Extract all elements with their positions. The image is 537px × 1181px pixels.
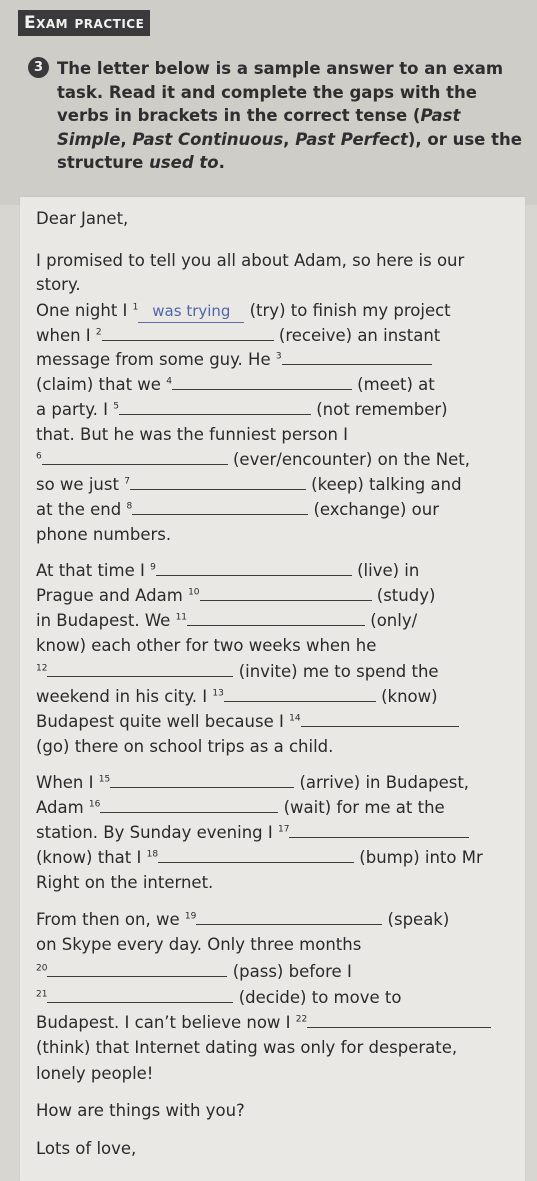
gap-1-answer: was trying [152, 302, 231, 320]
letter-line: so we just $^7$ (keep) talking and [36, 475, 462, 494]
letter-line: that. But he was the funniest person I [36, 425, 349, 444]
gap-number: 9 [150, 562, 156, 573]
letter-line: (know) that I $^{18}$ (bump) into Mr [36, 848, 483, 867]
task-instructions: The letter below is a sample answer to an exam task. Read it and complete the gaps with the verbs in brackets in the correct tense (Past Simple, Past Continuous, Past Perfect), or use the structure used to. [57, 59, 522, 172]
letter-line: on Skype every day. Only three months [36, 935, 362, 954]
letter-line: phone numbers. [36, 525, 172, 544]
gap-number: 10 [188, 587, 200, 598]
letter-line: How are things with you? [36, 1101, 245, 1120]
letter-line: From then on, we $^{19}$ (speak) [36, 910, 450, 929]
gap-6[interactable] [42, 450, 228, 465]
letter-line: One night I $^1$ was trying (try) to finish my project [36, 300, 451, 323]
gap-3[interactable] [282, 350, 432, 365]
letter-line: (claim) that we $^4$ (meet) at [36, 375, 435, 394]
gap-13[interactable] [224, 687, 376, 702]
gap-number: 20 [36, 963, 48, 974]
tense-past-perfect: Past Perfect [295, 129, 408, 149]
gap-11[interactable] [187, 611, 365, 626]
gap-number: 3 [275, 351, 282, 362]
letter-line: Budapest. I can’t believe now I $^{22}$ [36, 1012, 491, 1034]
gap-number: 8 [126, 501, 133, 512]
letter-line: Right on the internet. [36, 873, 214, 892]
gap-number: 4 [166, 376, 172, 387]
gap-number: 5 [113, 401, 119, 412]
letter-line: Adam $^{16}$ (wait) for me at the [36, 798, 445, 817]
letter-line: in Budapest. We $^{11}$ (only/ [36, 611, 418, 630]
gap-number: 14 [289, 713, 301, 724]
gap-number: 2 [95, 327, 102, 338]
gap-17[interactable] [289, 823, 469, 838]
letter-line: station. By Sunday evening I $^{17}$ [36, 822, 469, 844]
gap-21[interactable] [47, 988, 233, 1003]
gap-16[interactable] [100, 798, 278, 813]
gap-4[interactable] [172, 375, 352, 390]
gap-number: 22 [295, 1014, 308, 1025]
letter-line: (think) that Internet dating was only for desperate, [36, 1038, 458, 1057]
letter-line: when I $^2$ (receive) an instant [36, 326, 441, 345]
gap-15[interactable] [110, 773, 294, 788]
letter-line: lonely people! [36, 1064, 154, 1083]
letter-line: (go) there on school trips as a child. [36, 737, 334, 756]
letter-greeting: Dear Janet, [36, 209, 129, 228]
gap-number: 12 [36, 663, 48, 674]
letter-line: I promised to tell you all about Adam, so here is our [36, 251, 465, 270]
gap-number: 16 [88, 799, 101, 810]
gap-number: 17 [277, 824, 290, 835]
letter-line: $^{20}$ (pass) before I [36, 962, 352, 981]
letter-line: $^{21}$ (decide) to move to [36, 988, 402, 1007]
gap-number: 19 [184, 911, 197, 922]
tense-past-simple: Past Simple [57, 106, 461, 149]
letter-line: At that time I $^9$ (live) in [36, 561, 420, 580]
gap-number: 18 [146, 849, 159, 860]
gap-number: 11 [175, 612, 188, 623]
letter-line: Prague and Adam $^{10}$ (study) [36, 586, 436, 605]
letter-line: a party. I $^5$ (not remember) [36, 400, 448, 419]
gap-number: 21 [36, 989, 48, 1000]
gap-12[interactable] [47, 662, 233, 677]
letter-line: $^{12}$ (invite) me to spend the [36, 662, 439, 681]
gap-number: 7 [124, 476, 130, 487]
gap-2[interactable] [102, 326, 274, 341]
gap-7[interactable] [130, 475, 306, 490]
letter-line: weekend in his city. I $^{13}$ (know) [36, 687, 438, 706]
letter-line: at the end $^8$ (exchange) our [36, 500, 439, 519]
gap-9[interactable] [156, 561, 352, 576]
task-number-badge: 3 [28, 57, 49, 78]
gap-number: 13 [212, 688, 224, 699]
gap-5[interactable] [119, 400, 311, 415]
gap-number: 6 [36, 451, 42, 462]
letter-closing: Lots of love, [36, 1139, 137, 1158]
letter-line: $^6$ (ever/encounter) on the Net, [36, 450, 470, 469]
letter-line: message from some guy. He $^3$ [36, 349, 432, 371]
structure-used-to: used to [149, 153, 219, 172]
gap-20[interactable] [47, 962, 227, 977]
gap-18[interactable] [158, 848, 354, 863]
letter-line: know) each other for two weeks when he [36, 636, 377, 655]
section-label: Exam practice [18, 10, 150, 36]
gap-10[interactable] [200, 586, 372, 601]
letter-line: Budapest quite well because I $^{14}$ [36, 711, 459, 733]
gap-22[interactable] [307, 1013, 491, 1028]
gap-number: 1 [132, 302, 139, 313]
gap-19[interactable] [196, 910, 382, 925]
tense-past-continuous: Past Continuous [132, 129, 284, 149]
gap-number: 15 [98, 774, 111, 785]
gap-1-filled[interactable] [138, 300, 244, 323]
letter-line: story. [36, 275, 81, 294]
gap-8[interactable] [132, 500, 308, 515]
letter-line: When I $^{15}$ (arrive) in Budapest, [36, 773, 470, 792]
gap-14[interactable] [301, 712, 459, 727]
